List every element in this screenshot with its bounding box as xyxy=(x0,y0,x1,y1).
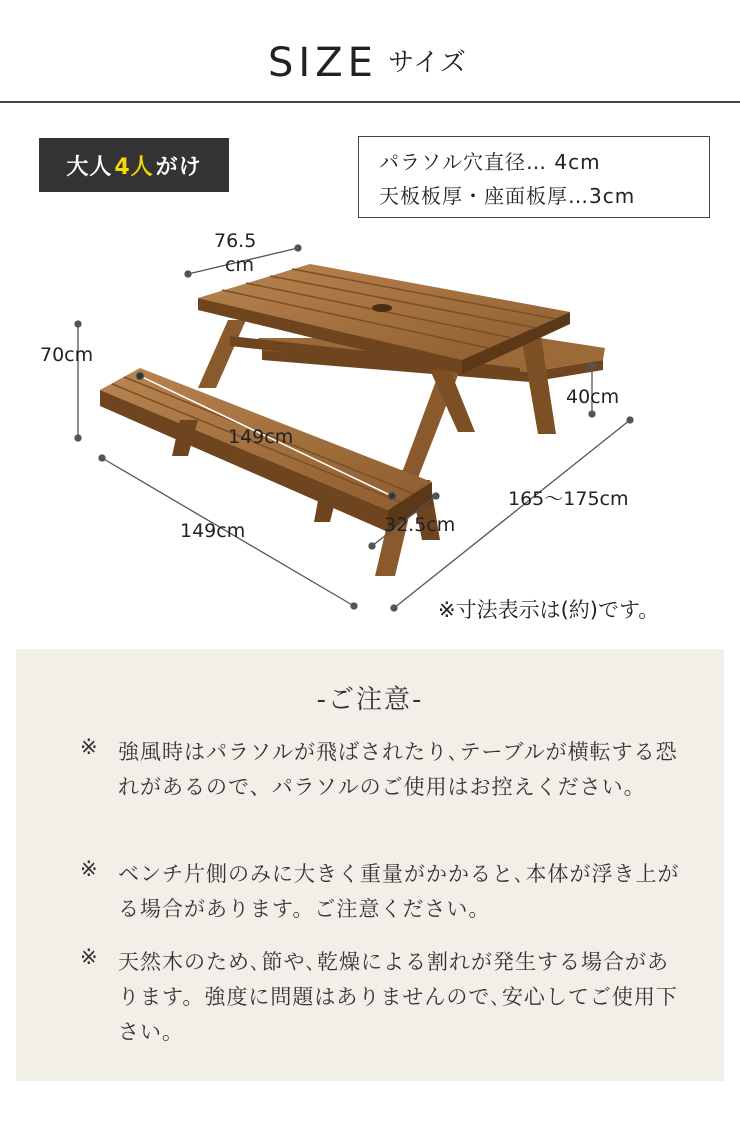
caution-mark: ※ xyxy=(80,857,98,881)
caution-text: ベンチ片側のみに大きく重量がかかると､本体が浮き上がる場合があります。ご注意ください。 xyxy=(118,862,680,921)
front-bench xyxy=(100,368,432,532)
capacity-badge xyxy=(39,138,229,192)
table-diagram xyxy=(0,220,740,640)
page-title: SIZE xyxy=(268,40,378,86)
caution-mark: ※ xyxy=(80,735,98,759)
caution-panel xyxy=(16,649,724,1081)
caution-text: 強風時はパラソルが飛ばされたり､テーブルが横転する恐れがあるので、パラソルのご使用はお控えください。 xyxy=(118,740,678,799)
spec-parasol-hole: パラソル穴直径… 4cm xyxy=(379,150,601,174)
dim-seat-width: 32.5cm xyxy=(384,514,456,536)
picnic-table-illustration xyxy=(0,220,740,640)
dim-seat-height: 40cm xyxy=(566,386,620,408)
dim-height: 70cm xyxy=(40,344,94,366)
caution-text: 天然木のため､節や､乾燥による割れが発生する場合があります。強度に問題はありませんので､安心してご使用下さい。 xyxy=(118,950,678,1044)
capacity-prefix: 大人 xyxy=(66,154,113,180)
parasol-hole xyxy=(372,304,392,312)
page-subtitle: サイズ xyxy=(388,48,467,78)
caution-title: -ご注意- xyxy=(316,685,424,715)
dim-table-depth-unit: cm xyxy=(225,254,254,276)
section-header xyxy=(0,0,740,104)
approx-note: ※寸法表示は(約)です。 xyxy=(438,598,660,622)
spec-box xyxy=(358,136,710,218)
dim-overall-width: 165〜175cm xyxy=(508,488,629,510)
dim-seat-length: 149cm xyxy=(228,426,294,448)
header-divider xyxy=(0,101,740,103)
capacity-suffix: がけ xyxy=(155,154,202,180)
capacity-number: 4人 xyxy=(114,154,154,180)
dim-table-depth-value: 76.5 xyxy=(214,230,257,252)
caution-mark: ※ xyxy=(80,945,98,969)
dim-bench-length: 149cm xyxy=(180,520,246,542)
spec-board-thickness: 天板板厚・座面板厚…3cm xyxy=(379,184,636,208)
